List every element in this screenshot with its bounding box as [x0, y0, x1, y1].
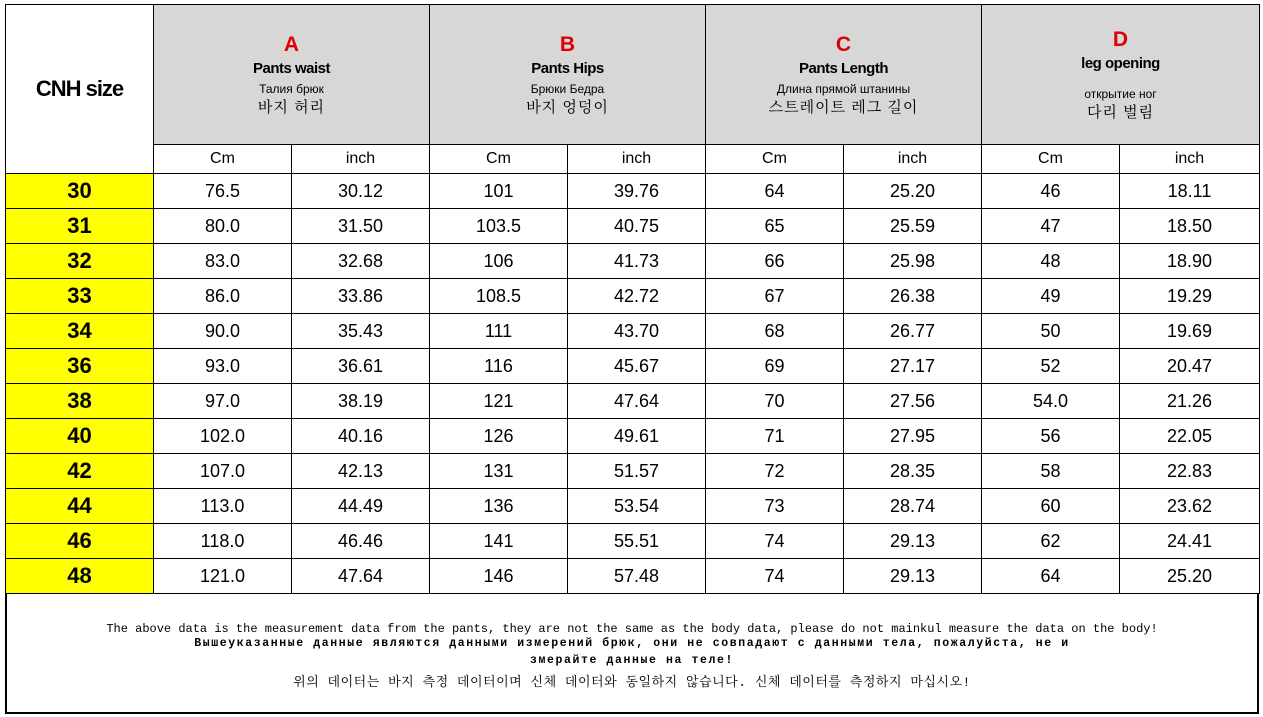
measurement-cell: 24.41	[1120, 524, 1260, 559]
measurement-cell: 113.0	[154, 489, 292, 524]
table-row	[6, 384, 1260, 419]
measurement-cell: 31.50	[292, 209, 430, 244]
size-cell: 36	[6, 349, 154, 384]
measurement-cell: 106	[430, 244, 568, 279]
unit-label: inch	[844, 145, 982, 174]
table-row	[6, 209, 1260, 244]
measurement-cell: 22.05	[1120, 419, 1260, 454]
measurement-cell: 126	[430, 419, 568, 454]
measurement-cell: 76.5	[154, 174, 292, 209]
group-label-ko: 스트레이트 레그 길이	[768, 98, 919, 116]
measurement-cell: 27.56	[844, 384, 982, 419]
measurement-cell: 111	[430, 314, 568, 349]
group-letter: D	[1112, 27, 1129, 51]
measurement-cell: 102.0	[154, 419, 292, 454]
table-row	[6, 174, 1260, 209]
table-row	[6, 279, 1260, 314]
group-header-waist	[154, 5, 430, 145]
measurement-cell: 136	[430, 489, 568, 524]
measurement-cell: 32.68	[292, 244, 430, 279]
note-korean: 위의 데이터는 바지 측정 데이터이며 신체 데이터와 동일하지 않습니다. 신체 데이터를 측정하지 마십시오!	[293, 675, 971, 690]
unit-label: Cm	[982, 145, 1120, 174]
measurement-cell: 19.69	[1120, 314, 1260, 349]
measurement-cell: 53.54	[568, 489, 706, 524]
measurement-cell: 131	[430, 454, 568, 489]
measurement-notes	[5, 593, 1259, 714]
group-header-length	[706, 5, 982, 145]
measurement-cell: 103.5	[430, 209, 568, 244]
table-row	[6, 314, 1260, 349]
measurement-cell: 68	[706, 314, 844, 349]
measurement-cell: 55.51	[568, 524, 706, 559]
measurement-cell: 19.29	[1120, 279, 1260, 314]
size-cell: 48	[6, 559, 154, 594]
measurement-cell: 40.16	[292, 419, 430, 454]
unit-label: Cm	[430, 145, 568, 174]
size-cell: 40	[6, 419, 154, 454]
measurement-cell: 42.72	[568, 279, 706, 314]
group-label-ko: 바지 허리	[257, 98, 326, 116]
measurement-cell: 74	[706, 524, 844, 559]
measurement-cell: 121.0	[154, 559, 292, 594]
group-header-leg-opening	[982, 5, 1260, 145]
unit-label: Cm	[706, 145, 844, 174]
measurement-cell: 107.0	[154, 454, 292, 489]
measurement-cell: 28.74	[844, 489, 982, 524]
measurement-cell: 51.57	[568, 454, 706, 489]
measurement-cell: 42.13	[292, 454, 430, 489]
measurement-cell: 141	[430, 524, 568, 559]
measurement-cell: 80.0	[154, 209, 292, 244]
measurement-cell: 60	[982, 489, 1120, 524]
measurement-cell: 20.47	[1120, 349, 1260, 384]
measurement-cell: 70	[706, 384, 844, 419]
measurement-cell: 25.98	[844, 244, 982, 279]
measurement-cell: 56	[982, 419, 1120, 454]
measurement-cell: 48	[982, 244, 1120, 279]
size-cell: 34	[6, 314, 154, 349]
size-cell: 46	[6, 524, 154, 559]
measurement-cell: 27.95	[844, 419, 982, 454]
measurement-cell: 69	[706, 349, 844, 384]
measurement-cell: 97.0	[154, 384, 292, 419]
measurement-cell: 47.64	[568, 384, 706, 419]
measurement-cell: 21.26	[1120, 384, 1260, 419]
unit-label: inch	[292, 145, 430, 174]
unit-label: inch	[1120, 145, 1260, 174]
measurement-cell: 62	[982, 524, 1120, 559]
measurement-cell: 65	[706, 209, 844, 244]
group-label-ko: 바지 엉덩이	[526, 98, 609, 116]
measurement-cell: 18.11	[1120, 174, 1260, 209]
measurement-cell: 30.12	[292, 174, 430, 209]
unit-header-row	[6, 145, 1260, 174]
measurement-cell: 33.86	[292, 279, 430, 314]
measurement-cell: 86.0	[154, 279, 292, 314]
unit-label: Cm	[154, 145, 292, 174]
measurement-cell: 118.0	[154, 524, 292, 559]
measurement-cell: 18.50	[1120, 209, 1260, 244]
size-cell: 33	[6, 279, 154, 314]
measurement-cell: 67	[706, 279, 844, 314]
size-cell: 32	[6, 244, 154, 279]
measurement-cell: 39.76	[568, 174, 706, 209]
measurement-cell: 29.13	[844, 524, 982, 559]
measurement-cell: 35.43	[292, 314, 430, 349]
table-row	[6, 489, 1260, 524]
measurement-cell: 83.0	[154, 244, 292, 279]
measurement-cell: 52	[982, 349, 1120, 384]
measurement-cell: 54.0	[982, 384, 1120, 419]
measurement-cell: 73	[706, 489, 844, 524]
measurement-cell: 22.83	[1120, 454, 1260, 489]
measurement-cell: 18.90	[1120, 244, 1260, 279]
table-row	[6, 454, 1260, 489]
measurement-cell: 72	[706, 454, 844, 489]
measurement-cell: 74	[706, 559, 844, 594]
group-label-en: Pants waist	[252, 59, 331, 77]
size-chart-table	[5, 4, 1260, 594]
measurement-cell: 40.75	[568, 209, 706, 244]
measurement-cell: 27.17	[844, 349, 982, 384]
table-row	[6, 419, 1260, 454]
measurement-cell: 93.0	[154, 349, 292, 384]
group-label-ko: 다리 벌림	[1086, 103, 1155, 121]
measurement-cell: 47.64	[292, 559, 430, 594]
note-russian-line-1: Вышеуказанные данные являются данными измерений брюк, они не совпадают с данными тела, пожалуйста, не и	[194, 637, 1070, 650]
measurement-cell: 90.0	[154, 314, 292, 349]
group-label-en: Pants Hips	[531, 59, 604, 77]
note-russian-line-2: змерайте данные на теле!	[529, 654, 735, 667]
group-header-hips	[430, 5, 706, 145]
size-cell: 38	[6, 384, 154, 419]
measurement-cell: 26.38	[844, 279, 982, 314]
measurement-cell: 64	[706, 174, 844, 209]
measurement-cell: 108.5	[430, 279, 568, 314]
measurement-cell: 58	[982, 454, 1120, 489]
measurement-cell: 25.20	[1120, 559, 1260, 594]
group-label-ru: Талия брюк	[259, 81, 324, 96]
measurement-cell: 46	[982, 174, 1120, 209]
size-cell: 30	[6, 174, 154, 209]
measurement-cell: 64	[982, 559, 1120, 594]
size-cell: 44	[6, 489, 154, 524]
measurement-cell: 49.61	[568, 419, 706, 454]
table-row	[6, 559, 1260, 594]
measurement-cell: 47	[982, 209, 1120, 244]
group-header-row	[6, 5, 1260, 145]
group-label-ru: Длина прямой штанины	[776, 81, 911, 96]
group-label-en: leg opening	[1081, 54, 1160, 72]
size-cell: 31	[6, 209, 154, 244]
size-cell: 42	[6, 454, 154, 489]
measurement-cell: 28.35	[844, 454, 982, 489]
table-row	[6, 349, 1260, 384]
note-english: The above data is the measurement data from the pants, they are not the same as the body data, please do not mainkul measure the data on the body!	[106, 622, 1158, 636]
measurement-cell: 43.70	[568, 314, 706, 349]
measurement-cell: 121	[430, 384, 568, 419]
measurement-cell: 71	[706, 419, 844, 454]
measurement-cell: 49	[982, 279, 1120, 314]
unit-label: inch	[568, 145, 706, 174]
group-label-ru: Брюки Бедра	[530, 81, 605, 96]
measurement-cell: 50	[982, 314, 1120, 349]
measurement-cell: 26.77	[844, 314, 982, 349]
measurement-cell: 25.20	[844, 174, 982, 209]
table-row	[6, 244, 1260, 279]
group-label-ru: открытие ног	[1084, 86, 1157, 101]
measurement-cell: 146	[430, 559, 568, 594]
group-label-en: Pants Length	[798, 59, 888, 77]
group-letter: C	[835, 32, 852, 56]
measurement-cell: 57.48	[568, 559, 706, 594]
group-letter: B	[559, 32, 576, 56]
measurement-cell: 29.13	[844, 559, 982, 594]
group-letter: A	[283, 32, 300, 56]
measurement-cell: 45.67	[568, 349, 706, 384]
measurement-cell: 36.61	[292, 349, 430, 384]
size-column-title: CNH size	[6, 5, 154, 174]
measurement-cell: 66	[706, 244, 844, 279]
measurement-cell: 41.73	[568, 244, 706, 279]
measurement-cell: 101	[430, 174, 568, 209]
measurement-cell: 38.19	[292, 384, 430, 419]
measurement-cell: 44.49	[292, 489, 430, 524]
measurement-cell: 46.46	[292, 524, 430, 559]
table-row	[6, 524, 1260, 559]
measurement-cell: 25.59	[844, 209, 982, 244]
measurement-cell: 116	[430, 349, 568, 384]
measurement-cell: 23.62	[1120, 489, 1260, 524]
